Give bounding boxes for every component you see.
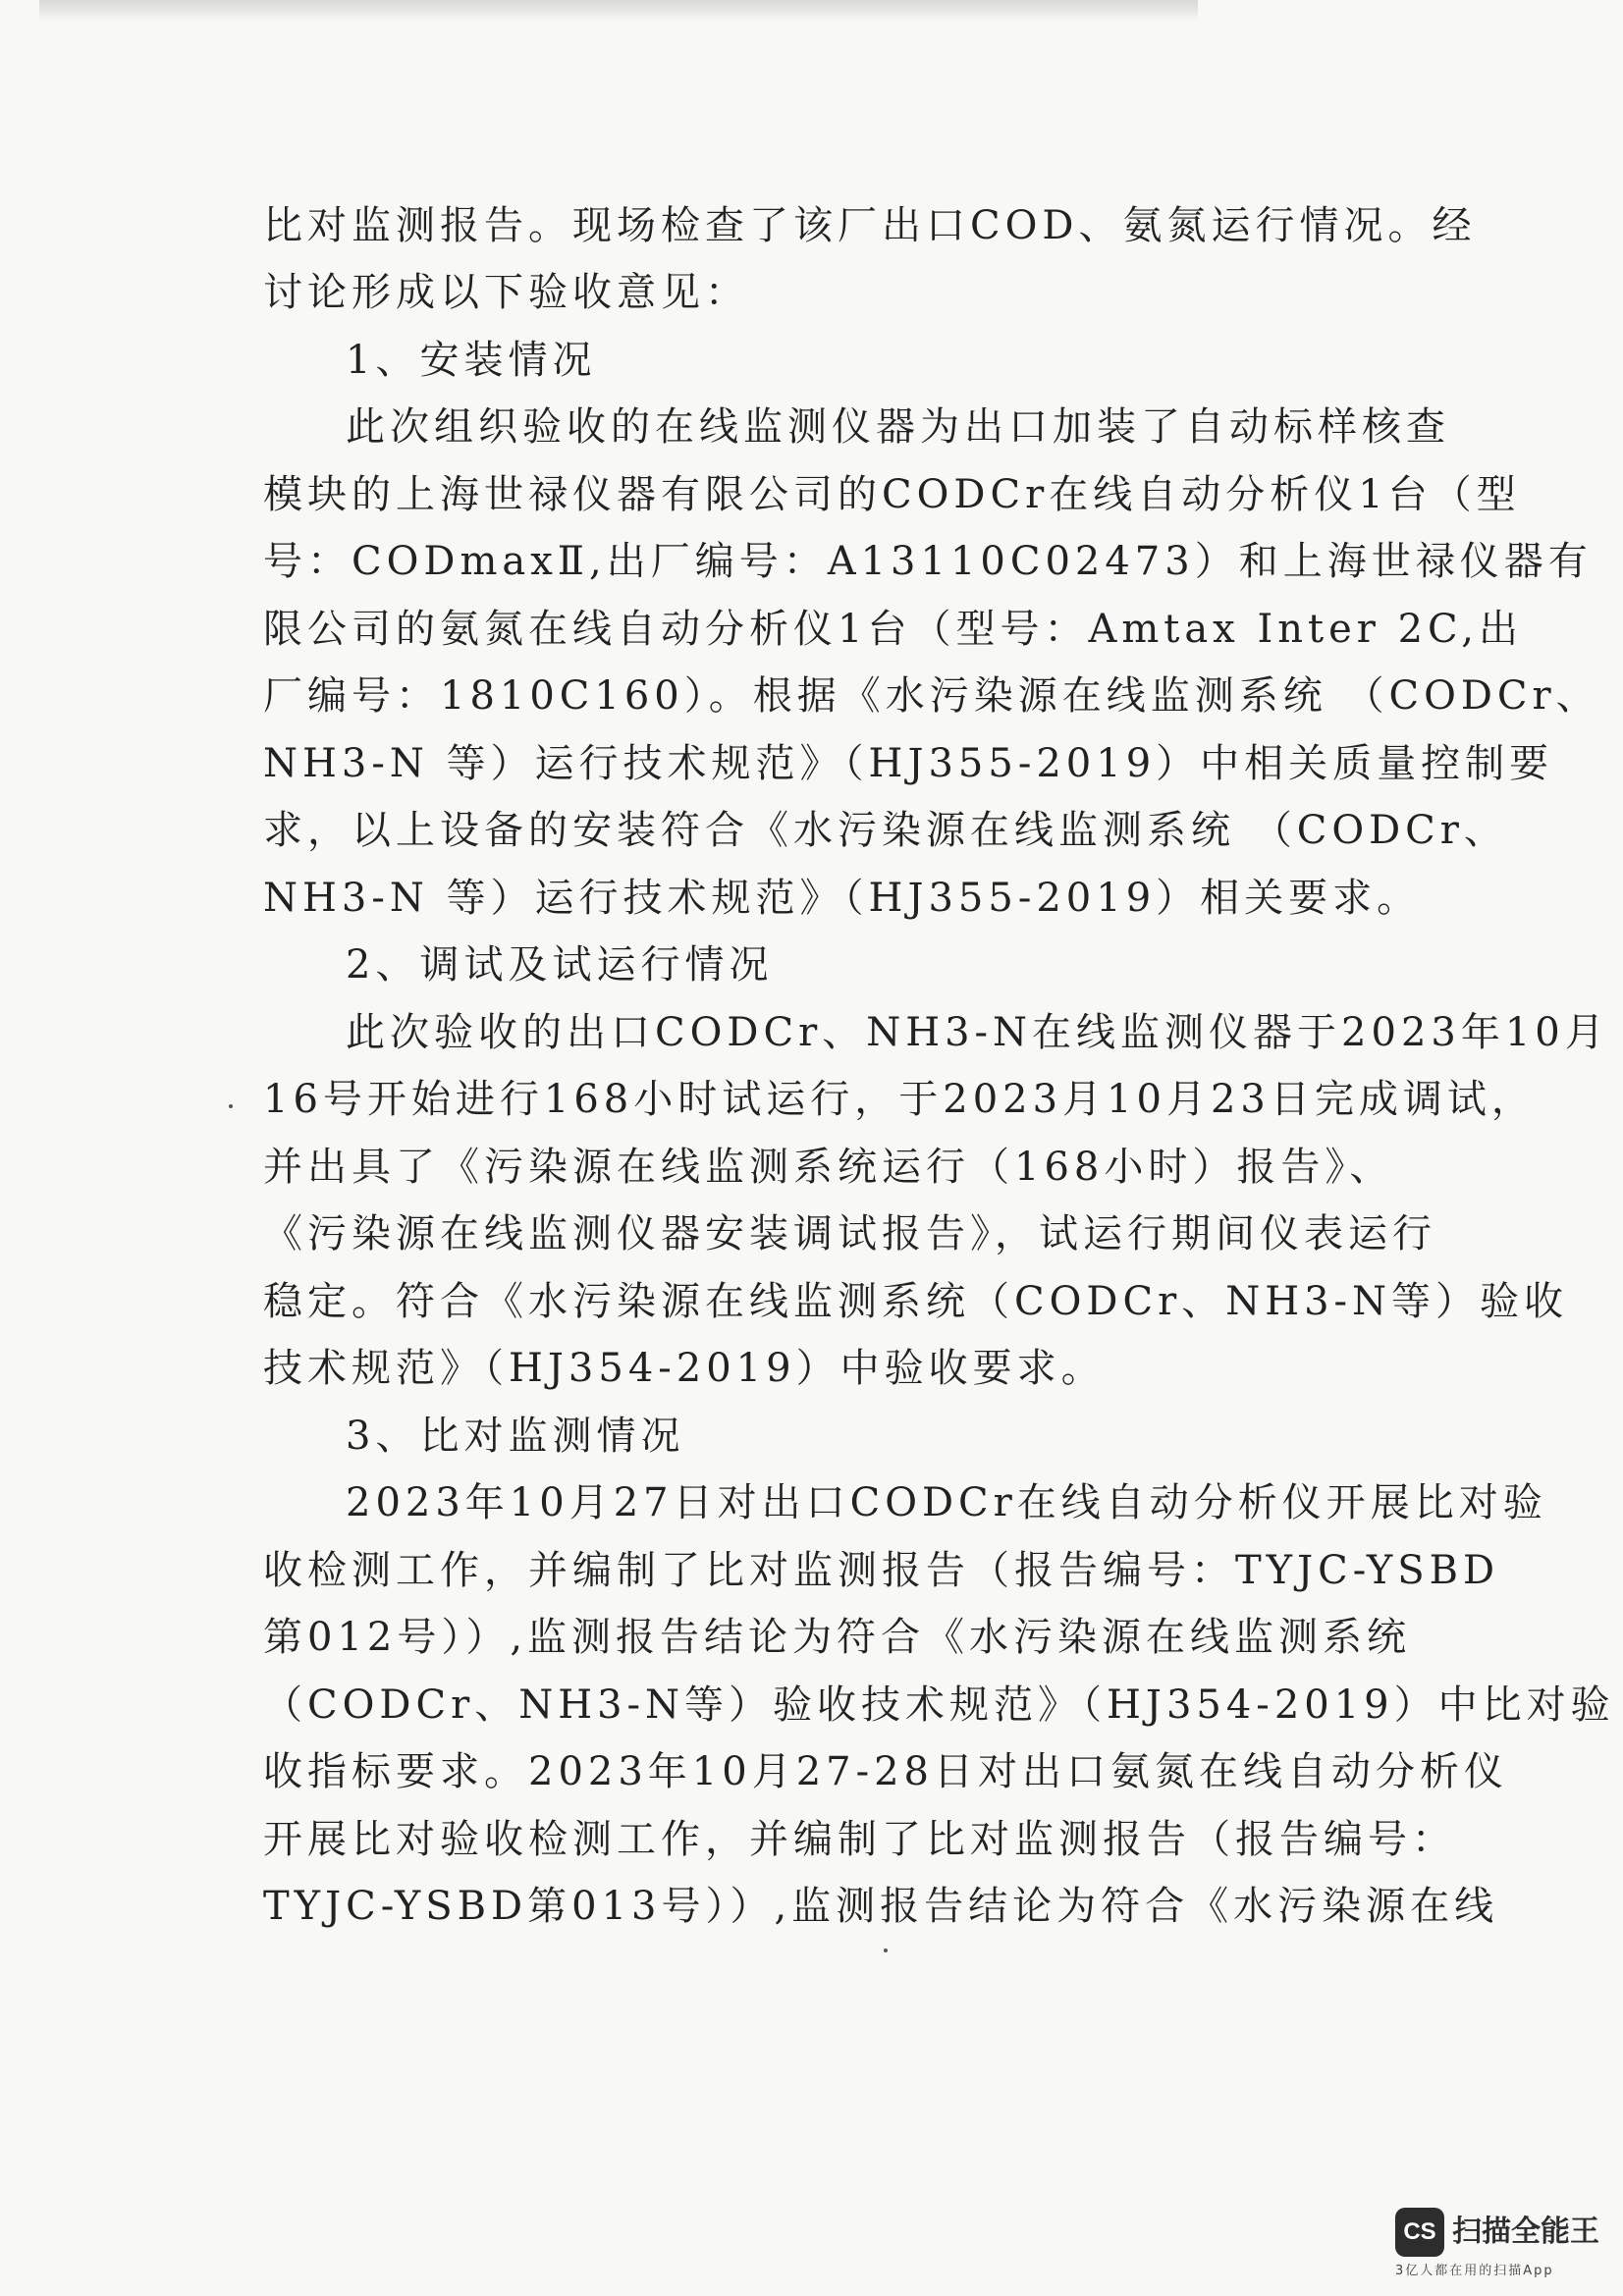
body-line: TYJC-YSBD第013号））,监测报告结论为符合《水污染源在线 — [263, 1884, 1499, 1929]
body-line: 收指标要求。2023年10月27-28日对出口氨氮在线自动分析仪 — [263, 1749, 1509, 1794]
body-line: 求，以上设备的安装符合《水污染源在线监测系统 （CODCr、 — [263, 808, 1508, 853]
body-line: 技术规范》（HJ354-2019）中验收要求。 — [263, 1346, 1106, 1391]
watermark-tagline: 3亿人都在用的扫描App — [1395, 2264, 1554, 2278]
camscanner-logo-icon: CS — [1395, 2208, 1444, 2257]
watermark-app-name: 扫描全能王 — [1452, 2215, 1599, 2249]
scan-speck — [884, 1949, 888, 1952]
body-line: 号：CODmaxⅡ,出厂编号：A13110C02473）和上海世禄仪器有 — [263, 539, 1593, 584]
body-line: （CODCr、NH3-N等）验收技术规范》（HJ354-2019）中比对验 — [263, 1682, 1615, 1728]
body-line: 开展比对验收检测工作，并编制了比对监测报告（报告编号： — [263, 1817, 1456, 1862]
body-line: 并出具了《污染源在线监测系统运行（168小时）报告》、 — [263, 1145, 1394, 1190]
body-line: 稳定。符合《水污染源在线监测系统（CODCr、NH3-N等）验收 — [263, 1279, 1569, 1324]
section-heading: 3、比对监测情况 — [346, 1414, 685, 1459]
body-line: 比对监测报告。现场检查了该厂出口COD、氨氮运行情况。经 — [263, 203, 1477, 248]
body-line: 厂编号：1810C160）。根据《水污染源在线监测系统 （CODCr、 — [263, 673, 1600, 719]
section-heading: 2、调试及试运行情况 — [346, 942, 774, 988]
body-line: 《污染源在线监测仪器安装调试报告》，试运行期间仪表运行 — [263, 1211, 1436, 1256]
body-line: 2023年10月27日对出口CODCr在线自动分析仪开展比对验 — [346, 1480, 1547, 1525]
scanner-app-watermark — [1395, 2208, 1601, 2282]
scan-speck — [229, 1104, 233, 1108]
body-line: NH3-N 等）运行技术规范》（HJ355-2019）相关要求。 — [263, 876, 1422, 921]
section-heading: 1、安装情况 — [346, 338, 597, 383]
body-line: 讨论形成以下验收意见： — [263, 270, 749, 315]
body-line: NH3-N 等）运行技术规范》（HJ355-2019）中相关质量控制要 — [263, 741, 1554, 786]
body-line: 第012号））,监测报告结论为符合《水污染源在线监测系统 — [263, 1615, 1412, 1660]
body-line: 限公司的氨氮在线自动分析仪1台（型号：Amtax Inter 2C,出 — [263, 607, 1523, 652]
body-line: 模块的上海世禄仪器有限公司的CODCr在线自动分析仪1台（型 — [263, 472, 1521, 517]
body-line: 16号开始进行168小时试运行，于2023月10月23日完成调试， — [263, 1077, 1536, 1122]
body-line: 此次验收的出口CODCr、NH3-N在线监测仪器于2023年10月 — [346, 1010, 1609, 1055]
body-line: 收检测工作，并编制了比对监测报告（报告编号：TYJC-YSBD — [263, 1548, 1500, 1593]
body-line: 此次组织验收的在线监测仪器为出口加装了自动标样核查 — [346, 404, 1450, 450]
